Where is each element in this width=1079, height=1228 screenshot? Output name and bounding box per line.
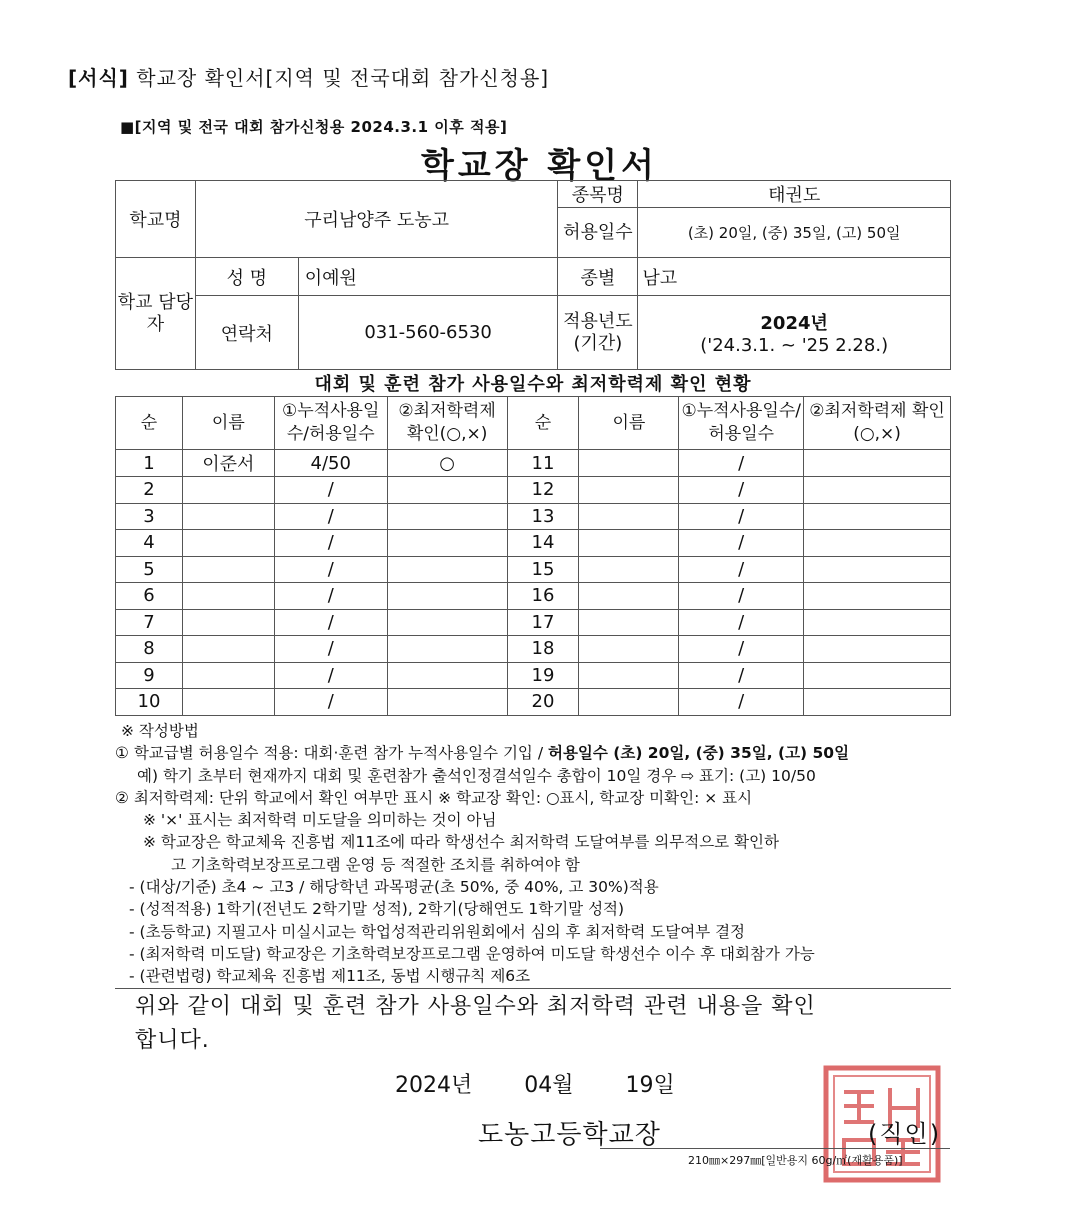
- contact-value: 031-560-6530: [298, 296, 558, 370]
- cell-days: /: [274, 689, 387, 716]
- cell-check: [804, 530, 951, 557]
- cell-name: [182, 689, 274, 716]
- form-tag: [서식]: [68, 66, 129, 90]
- table-row: [116, 583, 951, 610]
- cell-no: 13: [507, 503, 579, 530]
- cell-check: [387, 503, 507, 530]
- cell-days: /: [274, 583, 387, 610]
- cell-days: /: [679, 689, 804, 716]
- cell-days: /: [679, 530, 804, 557]
- table-row: [116, 477, 951, 504]
- cell-name: [579, 689, 679, 716]
- sport-label: 종목명: [558, 181, 638, 208]
- cell-days: /: [679, 636, 804, 663]
- cell-no: 11: [507, 450, 579, 477]
- header-no: 순: [507, 397, 579, 450]
- cell-no: 2: [116, 477, 183, 504]
- detail-1: - (대상/기준) 초4 ~ 고3 / 해당학년 과목평균(초 50%, 중 40%, 고 30%)적용: [129, 878, 659, 897]
- cell-check: [804, 689, 951, 716]
- footer-divider: [600, 1148, 950, 1149]
- table-row: [116, 450, 951, 477]
- cell-days: /: [274, 556, 387, 583]
- cell-days: /: [274, 530, 387, 557]
- note-2-b1: ※ 학교장은 학교체육 진흥법 제11조에 따라 학생선수 최저학력 도달여부를 의무적으로 확인하: [143, 833, 779, 852]
- period-value: ('24.3.1. ~ '25 2.28.): [700, 335, 889, 356]
- cell-name: [579, 503, 679, 530]
- cell-no: 16: [507, 583, 579, 610]
- table-row: [116, 530, 951, 557]
- detail-3: - (초등학교) 지필고사 미실시교는 학업성적관리위원회에서 심의 후 최저학력 도달여부 결정: [129, 922, 746, 941]
- cell-check: [804, 609, 951, 636]
- cell-days: /: [274, 662, 387, 689]
- cell-days: /: [679, 583, 804, 610]
- detail-2: - (성적적용) 1학기(전년도 2학기말 성적), 2학기(당해연도 1학기말 성적): [129, 900, 625, 919]
- cell-check: [804, 662, 951, 689]
- cell-check: [804, 503, 951, 530]
- divider: [115, 988, 951, 989]
- note-1-text: ① 학교급별 허용일수 적용: 대회·훈련 참가 누적사용일수 기입 /: [115, 744, 548, 763]
- category-label: 종별: [558, 258, 638, 296]
- table-row: [116, 636, 951, 663]
- cell-check: [804, 583, 951, 610]
- cell-name: [182, 503, 274, 530]
- cell-no: 5: [116, 556, 183, 583]
- cell-days: /: [274, 636, 387, 663]
- cell-check: [804, 556, 951, 583]
- manager-label: 학교 담당자: [116, 258, 196, 370]
- category-value: 남고: [638, 258, 951, 296]
- header-days: ①누적사용일수/허용일수: [679, 397, 804, 450]
- cell-name: 이준서: [182, 450, 274, 477]
- cell-check: [804, 477, 951, 504]
- note-2-b2: 고 기초학력보장프로그램 운영 등 적절한 조치를 취하여야 함: [171, 855, 580, 874]
- date-year: 2024년: [395, 1073, 473, 1098]
- year-label: 적용년도 (기간): [558, 296, 638, 370]
- form-label: [68, 62, 549, 91]
- allowed-value: (초) 20일, (중) 35일, (고) 50일: [638, 208, 951, 258]
- cell-no: 9: [116, 662, 183, 689]
- cell-name: [579, 556, 679, 583]
- cell-name: [182, 583, 274, 610]
- name-value: 이예원: [298, 258, 558, 296]
- cell-name: [579, 450, 679, 477]
- instructions: [115, 720, 955, 988]
- cell-days: /: [679, 662, 804, 689]
- school-value: 구리남양주 도농고: [195, 181, 558, 258]
- cell-check: ○: [387, 450, 507, 477]
- cell-check: [387, 477, 507, 504]
- header-check: ②최저학력제 확인(○,×): [804, 397, 951, 450]
- cell-no: 8: [116, 636, 183, 663]
- seal-label: (직인): [868, 1120, 942, 1148]
- cell-no: 20: [507, 689, 579, 716]
- table-row: [116, 556, 951, 583]
- note-1: [115, 742, 955, 764]
- cell-check: [387, 583, 507, 610]
- cell-days: /: [679, 609, 804, 636]
- cell-check: [387, 556, 507, 583]
- info-table: [115, 180, 951, 370]
- confirm-line-1: 위와 같이 대회 및 훈련 참가 사용일수와 최저학력 관련 내용을 확인: [135, 994, 816, 1019]
- cell-name: [579, 662, 679, 689]
- year-value: 2024년: [760, 313, 828, 334]
- header-check: ②최저학력제 확인(○,×): [387, 397, 507, 450]
- cell-name: [182, 556, 274, 583]
- header-name: 이름: [182, 397, 274, 450]
- cell-name: [182, 662, 274, 689]
- cell-check: [387, 662, 507, 689]
- allowed-label: 허용일수: [558, 208, 638, 258]
- cell-check: [387, 530, 507, 557]
- contact-label: 연락처: [195, 296, 298, 370]
- table-row: [116, 689, 951, 716]
- cell-no: 1: [116, 450, 183, 477]
- cell-no: 15: [507, 556, 579, 583]
- issue-date: [395, 1068, 675, 1099]
- paper-spec: 210㎜×297㎜[일반용지 60g/㎡(재활용품)]: [688, 1154, 903, 1167]
- cell-name: [182, 530, 274, 557]
- cell-no: 14: [507, 530, 579, 557]
- cell-days: 4/50: [274, 450, 387, 477]
- date-day: 19일: [625, 1073, 675, 1098]
- header-no: 순: [116, 397, 183, 450]
- cell-days: /: [274, 477, 387, 504]
- note-1-example: 예) 학기 초부터 현재까지 대회 및 훈련참가 출석인정결석일수 총합이 10일 경우 ⇨ 표기: (고) 10/50: [137, 766, 816, 785]
- cell-days: /: [679, 556, 804, 583]
- cell-no: 6: [116, 583, 183, 610]
- table-row: [116, 503, 951, 530]
- principal-name: 도농고등학교장: [478, 1120, 661, 1150]
- cell-no: 10: [116, 689, 183, 716]
- cell-name: [579, 477, 679, 504]
- cell-no: 7: [116, 609, 183, 636]
- cell-name: [579, 609, 679, 636]
- cell-check: [804, 636, 951, 663]
- header-name: 이름: [579, 397, 679, 450]
- cell-days: /: [274, 609, 387, 636]
- note-2-a: ※ '×' 표시는 최저학력 미도달을 의미하는 것이 아님: [143, 811, 497, 830]
- cell-days: /: [274, 503, 387, 530]
- cell-days: /: [679, 503, 804, 530]
- cell-check: [387, 689, 507, 716]
- document-title: 학교장 확인서: [421, 146, 658, 186]
- cell-name: [579, 636, 679, 663]
- year-cell: [638, 296, 951, 370]
- applied-note: ■[지역 및 전국 대회 참가신청용 2024.3.1 이후 적용]: [120, 118, 508, 136]
- cell-days: /: [679, 450, 804, 477]
- cell-name: [182, 477, 274, 504]
- detail-4: - (최저학력 미도달) 학교장은 기초학력보장프로그램 운영하여 미도달 학생선수 이수 후 대회참가 가능: [129, 944, 815, 963]
- form-title: 학교장 확인서[지역 및 전국대회 참가신청용]: [136, 66, 550, 90]
- school-label: 학교명: [116, 181, 196, 258]
- detail-5: - (관련법령) 학교체육 진흥법 제11조, 동법 시행규칙 제6조: [129, 967, 531, 986]
- cell-check: [387, 636, 507, 663]
- table-row: [116, 662, 951, 689]
- confirm-statement: [135, 990, 935, 1058]
- note-2: ② 최저학력제: 단위 학교에서 확인 여부만 표시 ※ 학교장 확인: ○표시, 학교장 미확인: × 표시: [115, 788, 753, 807]
- cell-no: 18: [507, 636, 579, 663]
- cell-no: 4: [116, 530, 183, 557]
- table-row: [116, 609, 951, 636]
- cell-name: [182, 609, 274, 636]
- cell-no: 19: [507, 662, 579, 689]
- cell-check: [804, 450, 951, 477]
- cell-name: [182, 636, 274, 663]
- cell-name: [579, 530, 679, 557]
- cell-check: [387, 609, 507, 636]
- cell-name: [579, 583, 679, 610]
- date-month: 04월: [524, 1073, 574, 1098]
- name-label: 성 명: [195, 258, 298, 296]
- usage-table: [115, 396, 951, 716]
- header-days: ①누적사용일수/허용일수: [274, 397, 387, 450]
- confirm-line-2: 합니다.: [135, 1028, 210, 1053]
- sport-value: 태권도: [638, 181, 951, 208]
- cell-days: /: [679, 477, 804, 504]
- cell-no: 17: [507, 609, 579, 636]
- note-1-bold: 허용일수 (초) 20일, (중) 35일, (고) 50일: [547, 744, 850, 763]
- notes-heading: ※ 작성방법: [121, 722, 199, 740]
- cell-no: 12: [507, 477, 579, 504]
- cell-no: 3: [116, 503, 183, 530]
- usage-title: 대회 및 훈련 참가 사용일수와 최저학력제 확인 현황: [314, 374, 752, 395]
